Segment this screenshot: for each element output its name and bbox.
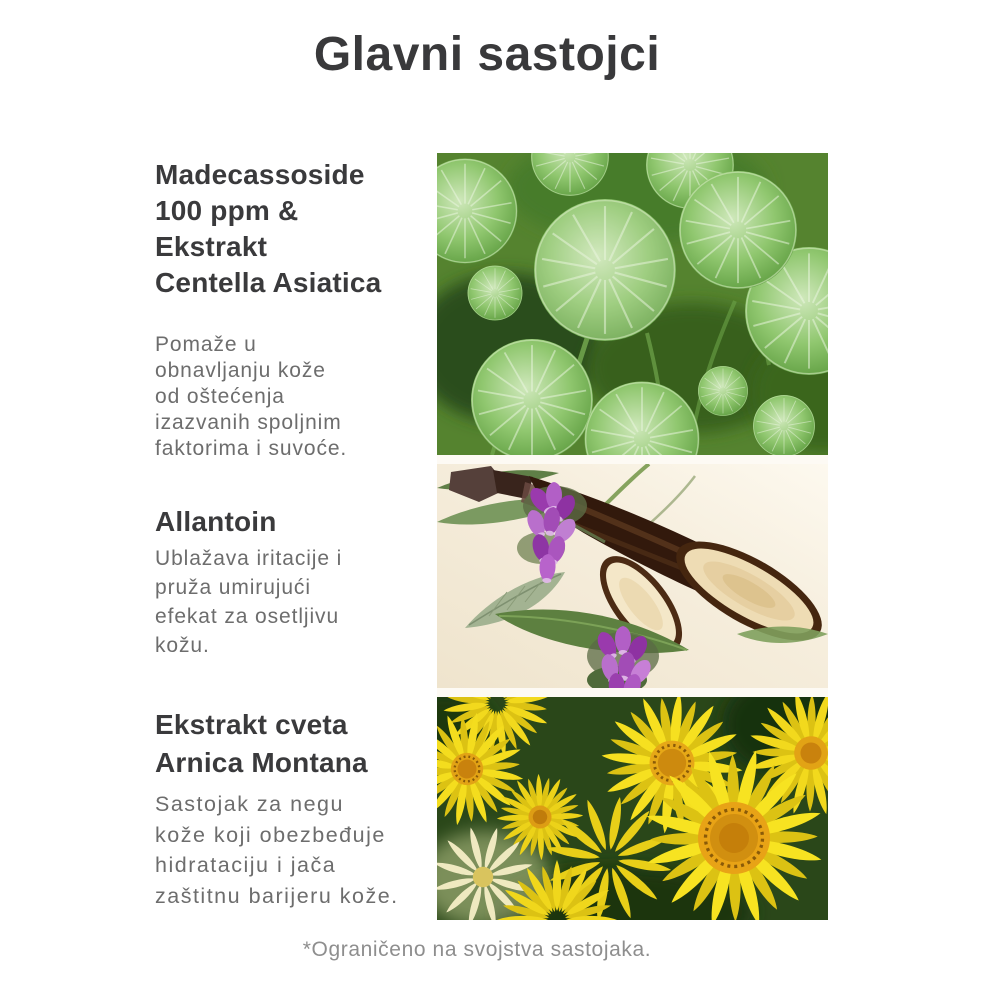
description-line: od oštećenja <box>155 385 285 408</box>
photo-column <box>437 153 828 920</box>
footnote: *Ograničeno na svojstva sastojaka. <box>302 938 652 961</box>
heading-line: Madecassoside <box>155 159 365 190</box>
section-arnica-description <box>155 789 465 911</box>
section-arnica-heading <box>155 706 455 782</box>
description-line: Ublažava iritacije i <box>155 547 343 570</box>
description-line: hidrataciju i jača <box>155 853 337 877</box>
heading-line: 100 ppm & <box>155 195 299 226</box>
section-madecassoside-description <box>155 332 465 462</box>
heading-line: Arnica Montana <box>155 747 368 778</box>
description-line: obnavljanju kože <box>155 359 326 382</box>
description-line: Pomaže u <box>155 333 257 356</box>
page-title: Glavni sastojci <box>313 28 661 81</box>
heading-line: Allantoin <box>155 506 277 537</box>
description-line: kožu. <box>155 634 210 657</box>
heading-line: Centella Asiatica <box>155 267 382 298</box>
section-allantoin-description <box>155 544 465 660</box>
description-line: Sastojak za negu <box>155 792 344 816</box>
comfrey-photo-illustration <box>437 464 828 688</box>
arnica-photo <box>437 697 828 920</box>
description-line: zaštitnu barijeru kože. <box>155 883 399 908</box>
description-line: efekat za osetljivu <box>155 605 340 628</box>
section-allantoin-heading <box>155 504 455 540</box>
description-line: kože koji obezbeđuje <box>155 822 386 847</box>
arnica-photo-illustration <box>437 697 828 920</box>
section-madecassoside-heading <box>155 157 455 301</box>
centella-asiatica-photo <box>437 153 828 455</box>
description-line: faktorima i suvoće. <box>155 437 348 460</box>
heading-line: Ekstrakt cveta <box>155 709 348 740</box>
comfrey-photo <box>437 464 828 688</box>
description-line: izazvanih spoljnim <box>155 411 342 434</box>
heading-line: Ekstrakt <box>155 231 268 262</box>
description-line: pruža umirujući <box>155 576 311 599</box>
centella-asiatica-photo-illustration <box>437 153 828 455</box>
